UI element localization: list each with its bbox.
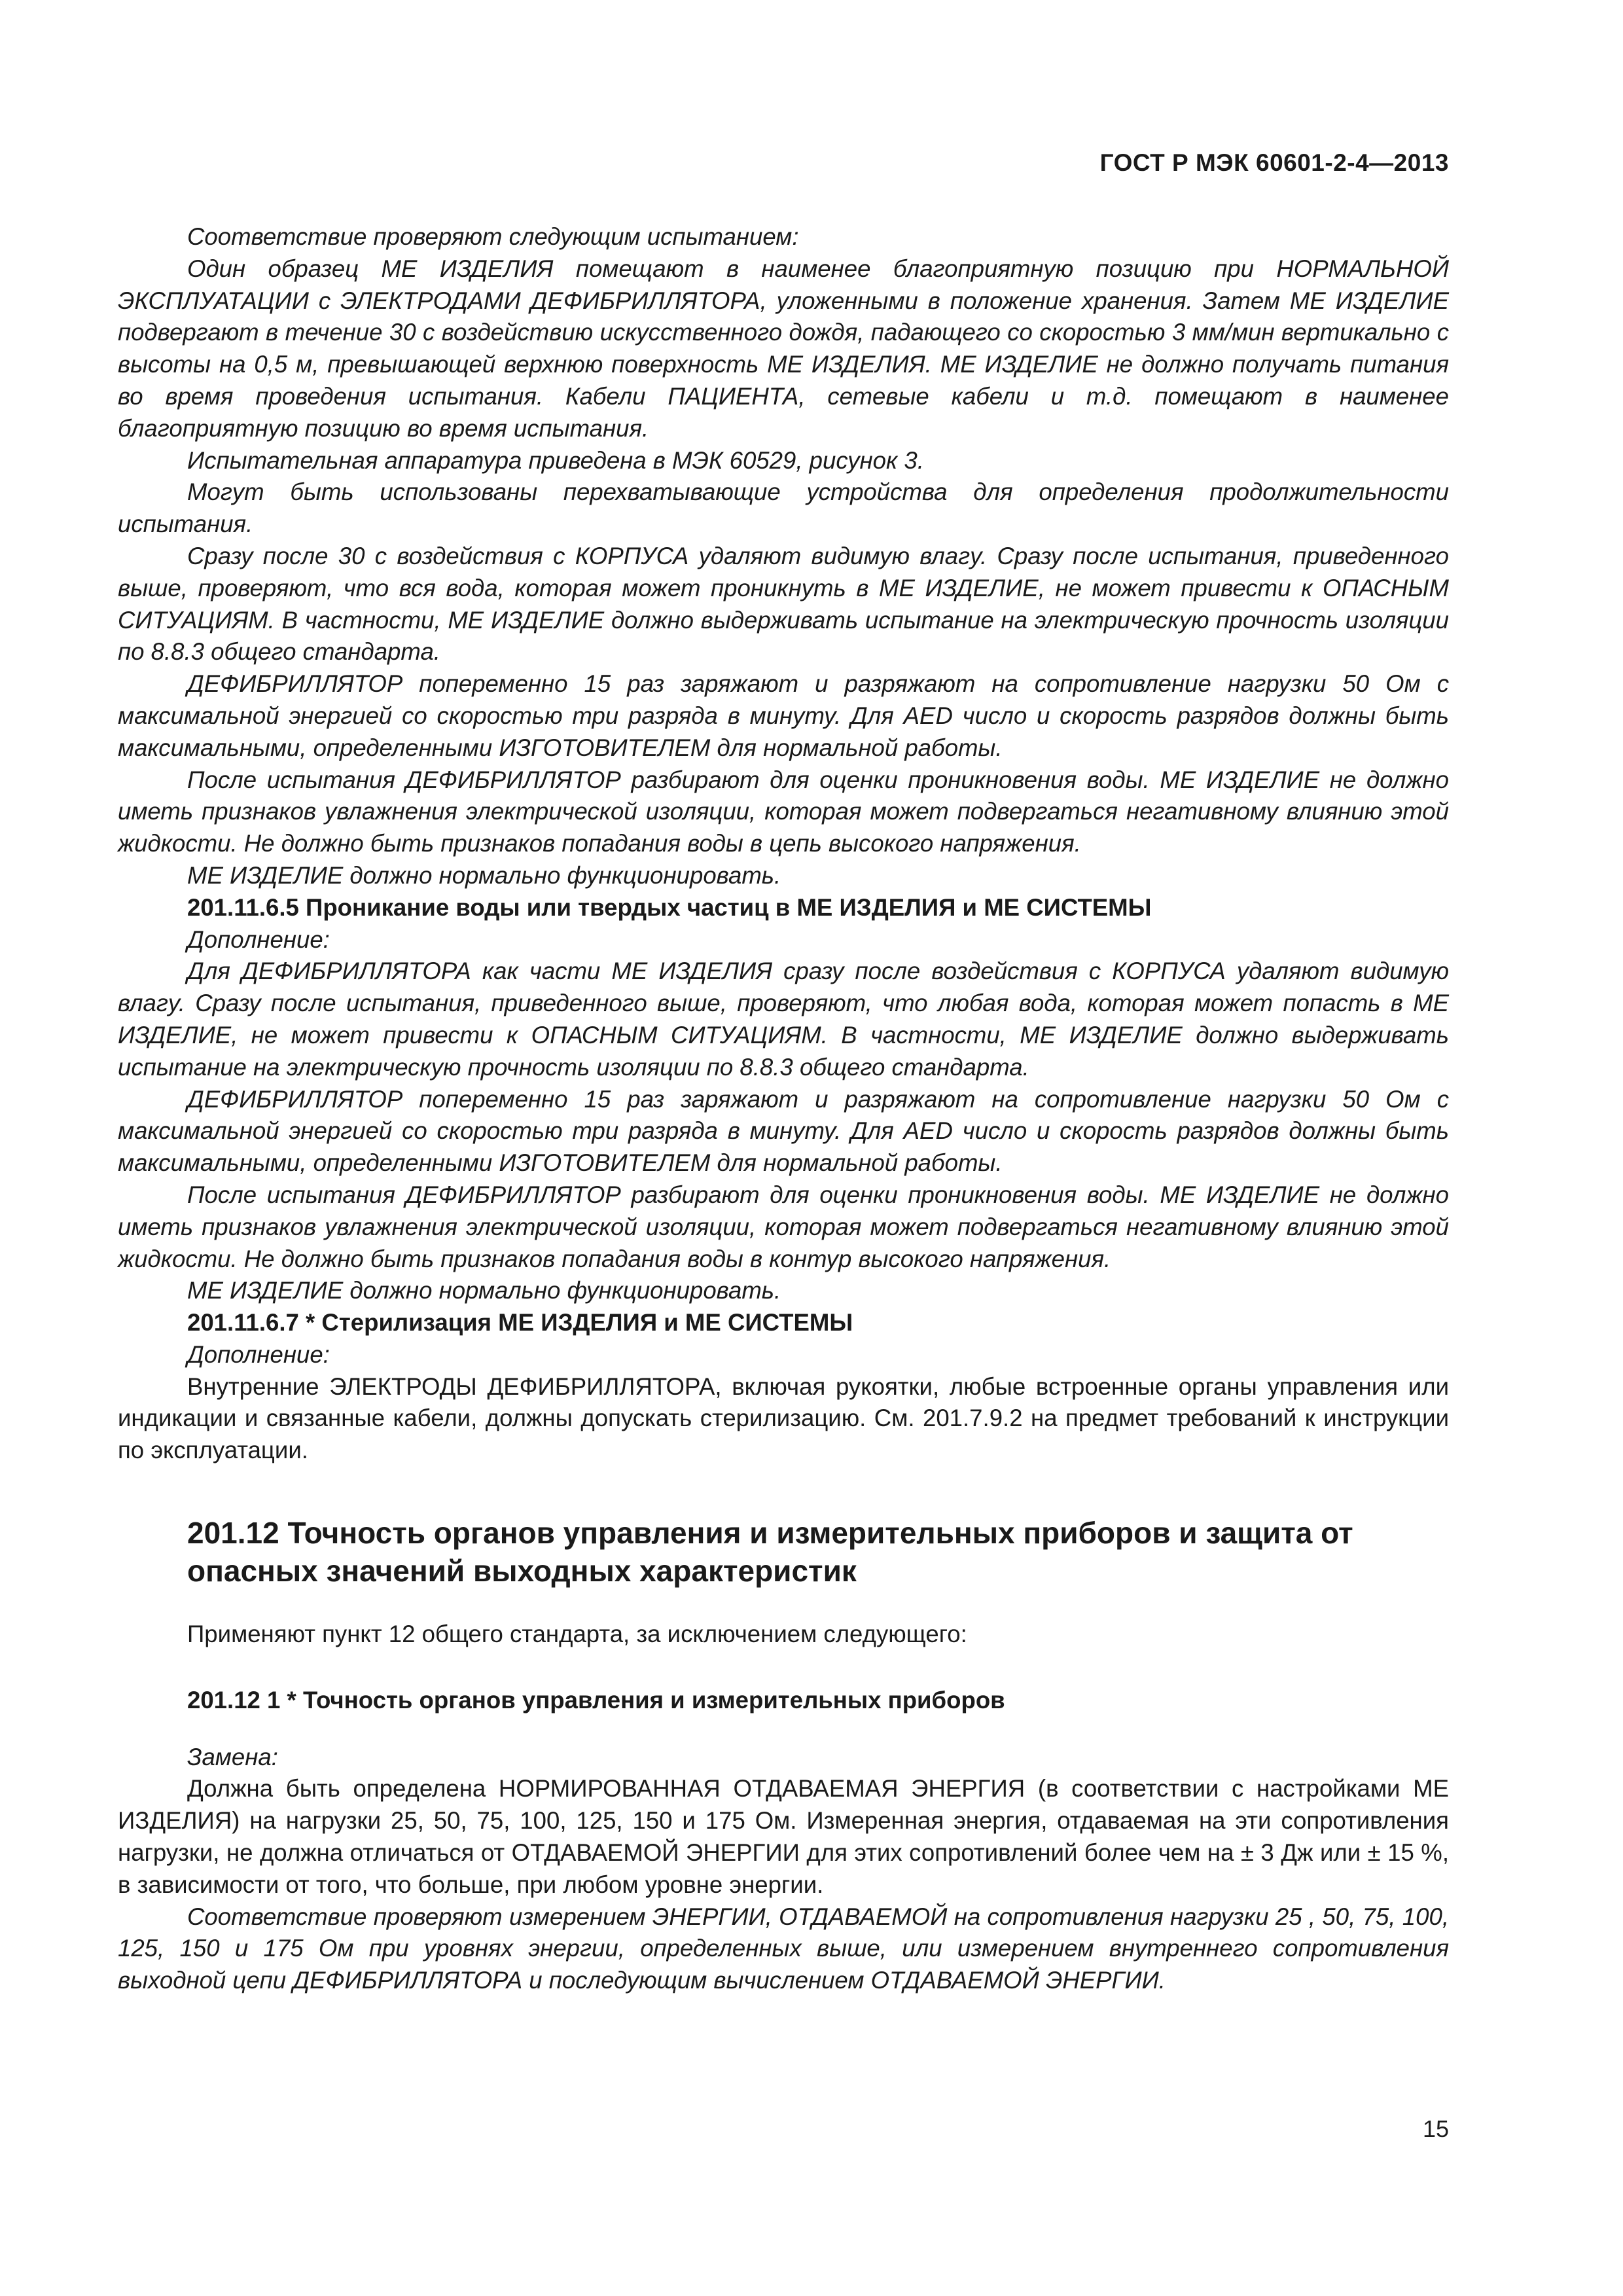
paragraph-energy-compliance: Соответствие проверяют измерением ЭНЕРГИИ, ОТДАВАЕМОЙ на сопротивления нагрузки 25 , 50, 75, 100, 125, 150 и 175 Ом при уровнях энергии, определенных выше, или измерением внутреннего сопротивления выходной цепи ДЕФИБРИЛЛЯТОРА и последующим вычислением ОТДАВАЕМОЙ ЭНЕРГИИ. xyxy=(118,1903,1449,1994)
label-replacement: Замена: xyxy=(187,1743,278,1770)
paragraph-disassembly-check: После испытания ДЕФИБРИЛЛЯТОР разбирают для оценки проникновения воды. МЕ ИЗДЕЛИЕ не должно иметь признаков увлажнения электрической изоляции, которая может подвергаться негативному влиянию этой жидкости. Не должно быть признаков попадания воды в цепь высокого напряжения. xyxy=(118,766,1449,857)
subheading-201-11-6-7: 201.11.6.7 * Стерилизация МЕ ИЗДЕЛИЯ и МЕ СИСТЕМЫ xyxy=(187,1309,853,1336)
section-title-201-12: 201.12 Точность органов управления и измерительных приборов и защита от опасных значений выходных характеристик xyxy=(187,1516,1353,1588)
paragraph-test-apparatus: Испытательная аппаратура приведена в МЭК 60529, рисунок 3. xyxy=(187,446,924,474)
paragraph-disassembly-check-2: После испытания ДЕФИБРИЛЛЯТОР разбирают для оценки проникновения воды. МЕ ИЗДЕЛИЕ не должно иметь признаков увлажнения электрической изоляции, которая может подвергаться негативному влиянию этой жидкости. Не должно быть признаков попадания воды в контур высокого напряжения. xyxy=(118,1181,1449,1272)
subheading-201-12-1: 201.12 1 * Точность органов управления и измерительных приборов xyxy=(187,1686,1005,1713)
paragraph-normal-function: МЕ ИЗДЕЛИЕ должно нормально функционировать. xyxy=(187,861,781,889)
paragraph-charge-discharge-2: ДЕФИБРИЛЛЯТОР попеременно 15 раз заряжают и разряжают на сопротивление нагрузки 50 Ом с максимальной энергией со скоростью три разряда в минуту. Для AED число и скорость разрядов должны быть максимальными, определенными ИЗГОТОВИТЕЛЕМ для нормальной работы. xyxy=(118,1085,1449,1177)
document-body xyxy=(118,221,1449,1997)
paragraph-normal-function-2: МЕ ИЗДЕЛИЕ должно нормально функционировать. xyxy=(187,1277,781,1304)
paragraph-interceptors: Могут быть использованы перехватывающие устройства для определения продолжительности испытания. xyxy=(118,478,1449,538)
paragraph-moisture-removal: Сразу после 30 с воздействия с КОРПУСА удаляют видимую влагу. Сразу после испытания, приведенного выше, проверяют, что вся вода, которая может проникнуть в МЕ ИЗДЕЛИЕ, не может привести к ОПАСНЫМ СИТУАЦИЯМ. В частности, МЕ ИЗДЕЛИЕ должно выдерживать испытание на электрическую прочность изоляции по 8.8.3 общего стандарта. xyxy=(118,542,1449,666)
label-addition: Дополнение: xyxy=(187,925,330,953)
paragraph-compliance-intro: Соответствие проверяют следующим испытанием: xyxy=(187,223,799,250)
paragraph-rain-test: Один образец МЕ ИЗДЕЛИЯ помещают в наименее благоприятную позицию при НОРМАЛЬНОЙ ЭКСПЛУАТАЦИИ с ЭЛЕКТРОДАМИ ДЕФИБРИЛЛЯТОРА, уложенными в положение хранения. Затем МЕ ИЗДЕЛИЕ подвергают в течение 30 с воздействию искусственного дождя, падающего со скоростью 3 мм/мин вертикально с высоты на 0,5 м, превышающей верхнюю поверхность МЕ ИЗДЕЛИЯ. МЕ ИЗДЕЛИЕ не должно получать питания во время проведения испытания. Кабели ПАЦИЕНТА, сетевые кабели и т.д. помещают в наименее благоприятную позицию во время испытания. xyxy=(118,255,1449,442)
paragraph-charge-discharge: ДЕФИБРИЛЛЯТОР попеременно 15 раз заряжают и разряжают на сопротивление нагрузки 50 Ом с максимальной энергией со скоростью три разряда в минуту. Для AED число и скорость разрядов должны быть максимальными, определенными ИЗГОТОВИТЕЛЕМ для нормальной работы. xyxy=(118,670,1449,761)
paragraph-rated-energy: Должна быть определена НОРМИРОВАННАЯ ОТДАВАЕМАЯ ЭНЕРГИЯ (в соответствии с настройками МЕ ИЗДЕЛИЯ) на нагрузки 25, 50, 75, 100, 125, 150 и 175 Ом. Измеренная энергия, отдаваемая на эти сопротивления нагрузки, не должна отличаться от ОТДАВАЕМОЙ ЭНЕРГИИ для этих сопротивлений более чем на ± 3 Дж или ± 15 %, в зависимости от того, что больше, при любом уровне энергии. xyxy=(118,1775,1449,1898)
paragraph-enclosure-moisture: Для ДЕФИБРИЛЛЯТОРА как части МЕ ИЗДЕЛИЯ сразу после воздействия с КОРПУСА удаляют видимую влагу. Сразу после испытания, приведенного выше, проверяют, что любая вода, которая может попасть в МЕ ИЗДЕЛИЕ, не может привести к ОПАСНЫМ СИТУАЦИЯМ. В частности, МЕ ИЗДЕЛИЕ должно выдерживать испытание на электрическую прочность изоляции по 8.8.3 общего стандарта. xyxy=(118,958,1449,1081)
label-addition-2: Дополнение: xyxy=(187,1340,330,1368)
page-number: 15 xyxy=(1422,2115,1449,2142)
document-code-header: ГОСТ Р МЭК 60601-2-4—2013 xyxy=(1099,149,1449,176)
paragraph-sterilization: Внутренние ЭЛЕКТРОДЫ ДЕФИБРИЛЛЯТОРА, включая рукоятки, любые встроенные органы управления или индикации и связанные кабели, должны допускать стерилизацию. См. 201.7.9.2 на предмет требований к инструкции по эксплуатации. xyxy=(118,1372,1449,1464)
subheading-201-11-6-5: 201.11.6.5 Проникание воды или твердых частиц в МЕ ИЗДЕЛИЯ и МЕ СИСТЕМЫ xyxy=(187,893,1152,921)
paragraph-apply-clause-12: Применяют пункт 12 общего стандарта, за исключением следующего: xyxy=(187,1621,967,1648)
